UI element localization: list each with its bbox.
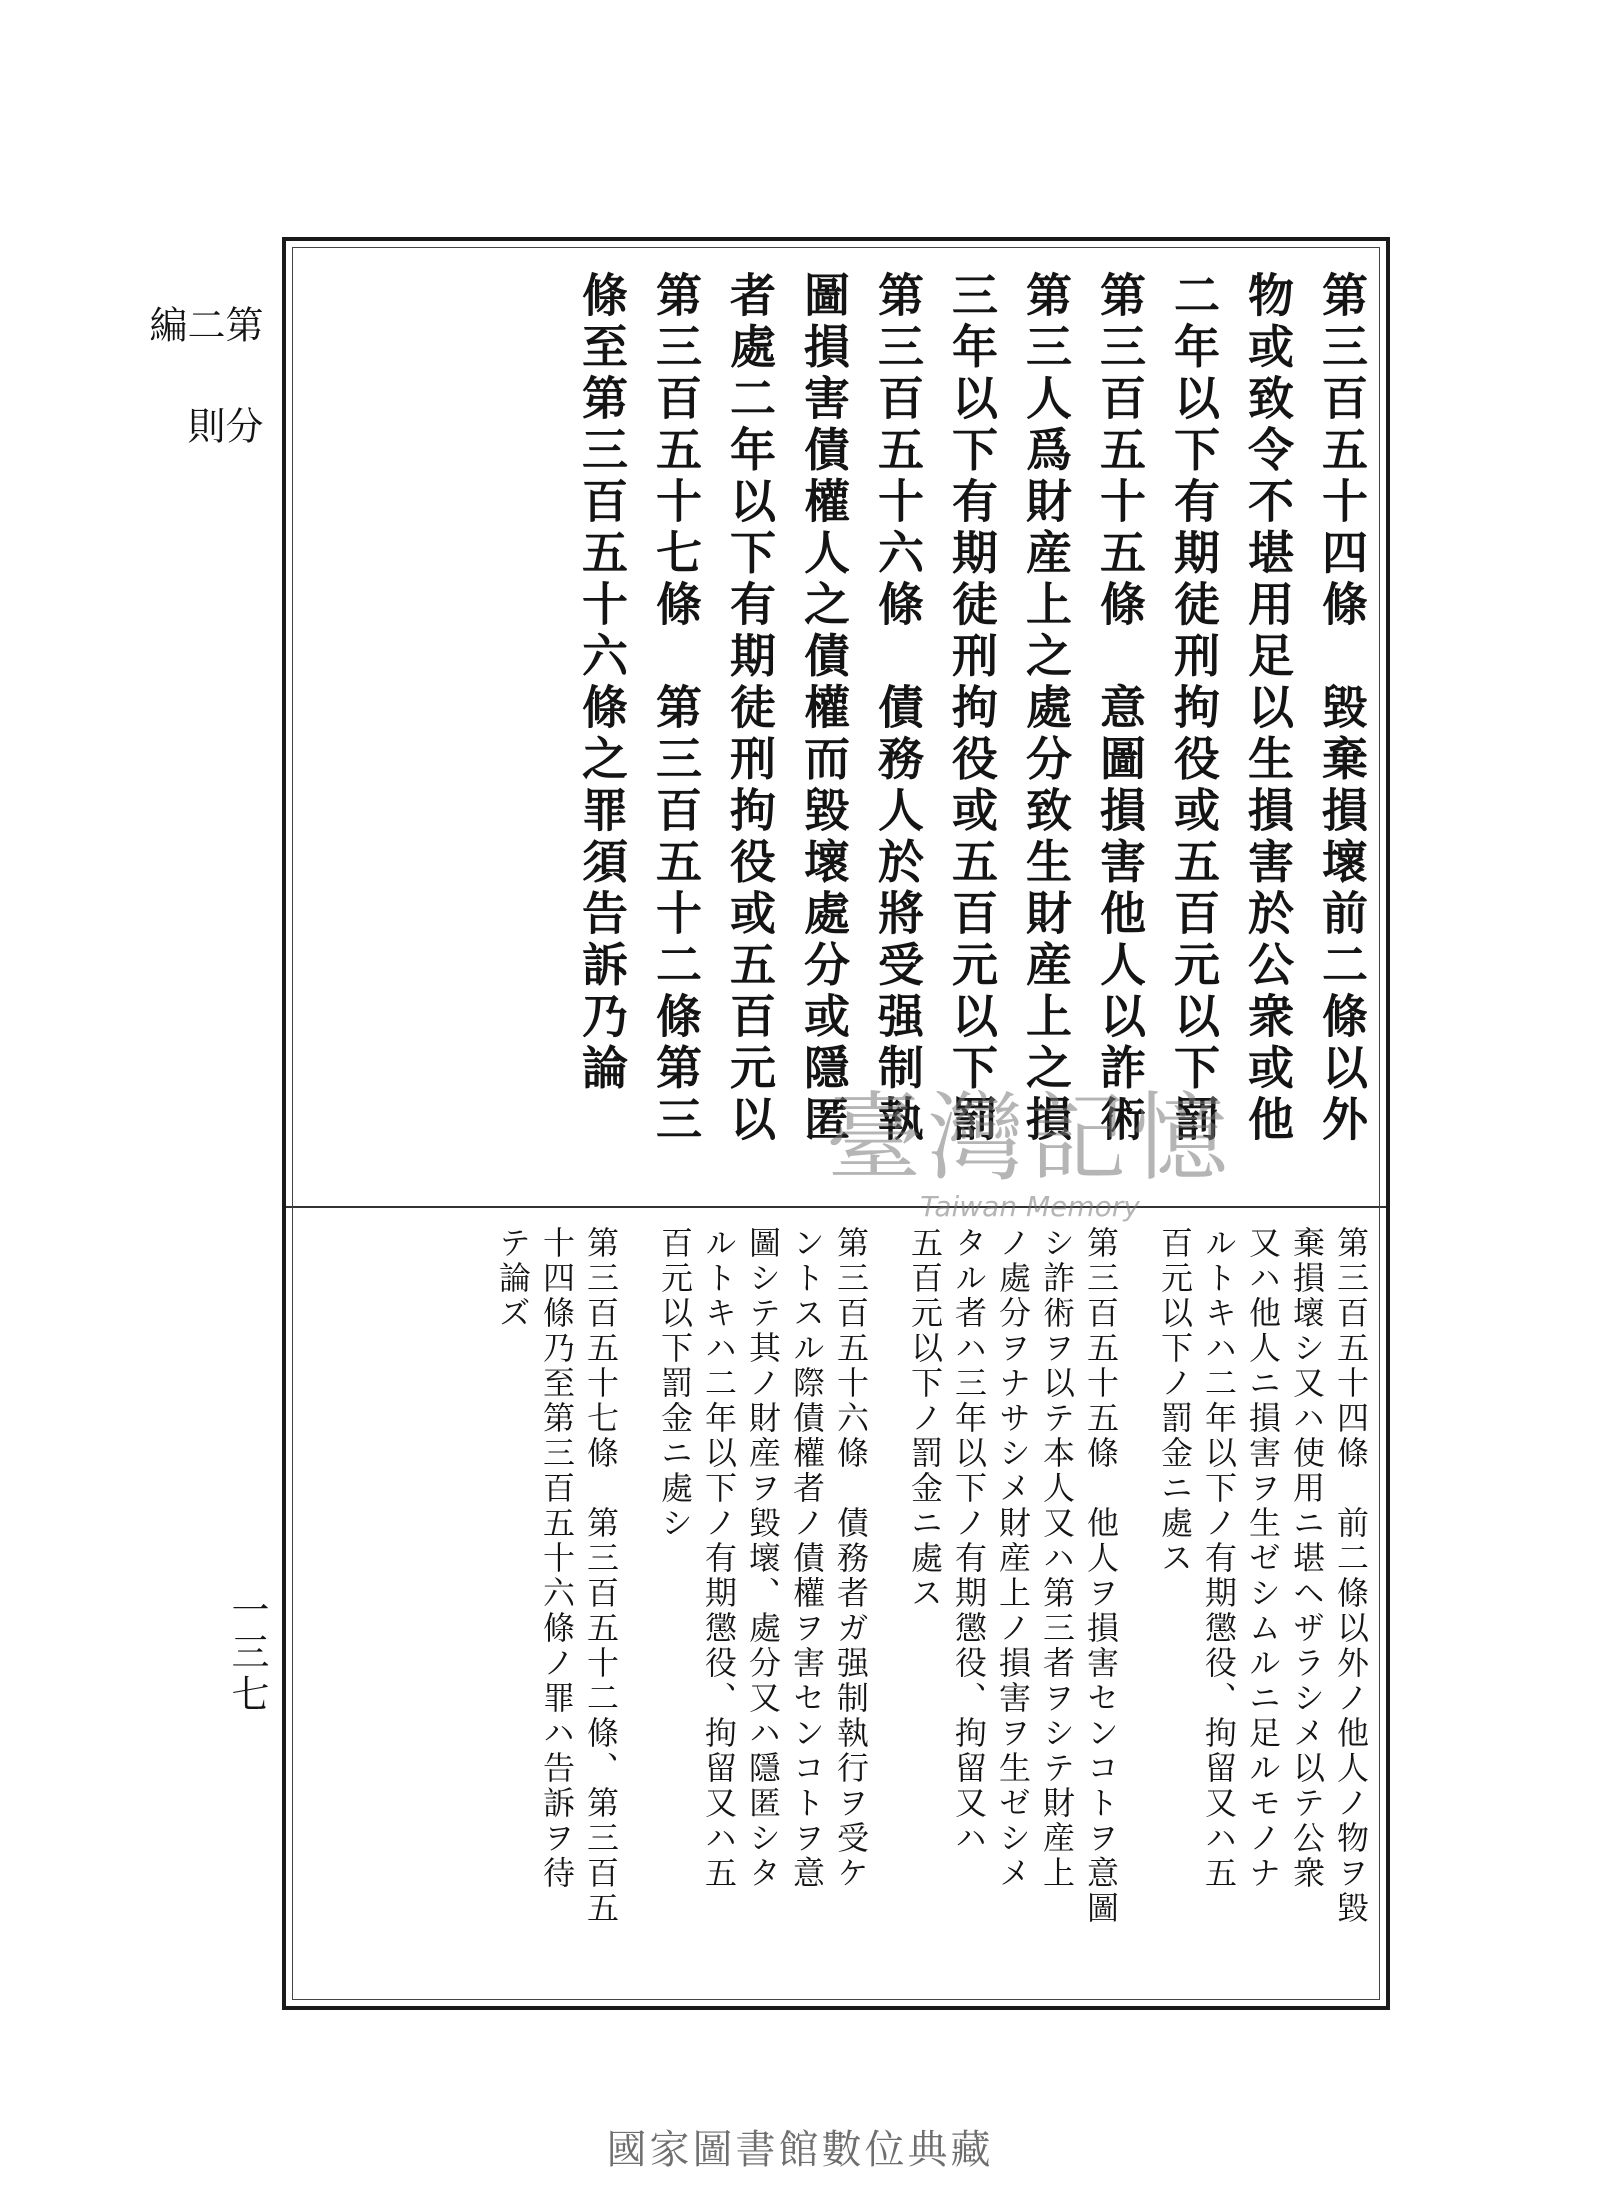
japanese-text-line: 百元以下罰金ニ處シ [656, 1226, 694, 1541]
japanese-text-line: ルトキハ二年以下ノ有期懲役、拘留又ハ五 [1200, 1226, 1238, 1891]
japanese-text-line: 第三百五十四條 前二條以外ノ他人ノ物ヲ毀 [1332, 1226, 1370, 1926]
japanese-text-line: 圖シテ其ノ財産ヲ毀壞、處分又ハ隱匿シタ [744, 1226, 782, 1891]
chinese-text-line: 第三百五十五條 意圖損害他人以詐術 [1093, 271, 1147, 1147]
japanese-text-line: 棄損壞シ又ハ使用ニ堪ヘザラシメ以テ公衆 [1288, 1226, 1326, 1891]
japanese-text-spacer [623, 1226, 651, 1966]
page-number: 一三七 [225, 1590, 269, 1716]
watermark [820, 1082, 1240, 1223]
chinese-text-line: 二年以下有期徒刑拘役或五百元以下罰 [1167, 271, 1221, 1147]
japanese-text-line: ントスル際債權者ノ債權ヲ害センコトヲ意 [788, 1226, 826, 1891]
japanese-text-line: シ詐術ヲ以テ本人又ハ第三者ヲシテ財産上 [1038, 1226, 1076, 1891]
japanese-text-line: 第三百五十七條 第三百五十二條、第三百五 [582, 1226, 620, 1926]
japanese-text-line: ルトキハ二年以下ノ有期懲役、拘留又ハ五 [700, 1226, 738, 1891]
chinese-text-line: 條至第三百五十六條之罪須告訴乃論 [575, 271, 629, 1095]
running-head-section: 分則 [181, 405, 263, 594]
chinese-text-line: 第三百五十六條 債務人於將受强制執 [871, 271, 925, 1147]
chinese-text-line: 第三百五十四條 毀棄損壞前二條以外 [1315, 271, 1369, 1147]
japanese-text-line: 五百元以下ノ罰金ニ處ス [906, 1226, 944, 1611]
chinese-text-block [371, 271, 1371, 1194]
watermark-english: Taiwan Memory [920, 1190, 1140, 1223]
japanese-text-spacer [1123, 1226, 1151, 1966]
japanese-text-line: 第三百五十六條 債務者ガ强制執行ヲ受ケ [832, 1226, 870, 1891]
japanese-text-line: 百元以下ノ罰金ニ處ス [1156, 1226, 1194, 1576]
chinese-text-line: 者處二年以下有期徒刑拘役或五百元以 [723, 271, 777, 1147]
chinese-text-line: 物或致令不堪用足以生損害於公衆或他 [1241, 271, 1295, 1147]
chinese-text-line: 三年以下有期徒刑拘役或五百元以下罰 [945, 271, 999, 1147]
japanese-text-spacer [873, 1226, 901, 1966]
chinese-text-line: 第三百五十七條 第三百五十二條第三 [649, 271, 703, 1147]
japanese-text-line: 十四條乃至第三百五十六條ノ罪ハ告訴ヲ待 [538, 1226, 576, 1891]
watermark-chinese: 臺灣記憶 [826, 1082, 1234, 1194]
footer-credit: 國家圖書館數位典藏 [606, 2127, 994, 2173]
running-head-chapter: 第二編 [143, 305, 263, 349]
japanese-text-line: テ論ズ [494, 1226, 532, 1331]
japanese-text-line: ノ處分ヲナサシメ財産上ノ損害ヲ生ゼシメ [994, 1226, 1032, 1891]
chinese-text-line: 圖損害債權人之債權而毀壞處分或隱匿 [797, 271, 851, 1147]
japanese-text-line: タル者ハ三年以下ノ有期懲役、拘留又ハ [950, 1226, 988, 1856]
japanese-text-line: 第三百五十五條 他人ヲ損害センコトヲ意圖 [1082, 1226, 1120, 1926]
japanese-text-line: 又ハ他人ニ損害ヲ生ゼシムルニ足ルモノナ [1244, 1226, 1282, 1891]
running-head [143, 305, 263, 625]
japanese-text-block [386, 1226, 1371, 1986]
chinese-text-line: 第三人爲財産上之處分致生財産上之損 [1019, 271, 1073, 1147]
